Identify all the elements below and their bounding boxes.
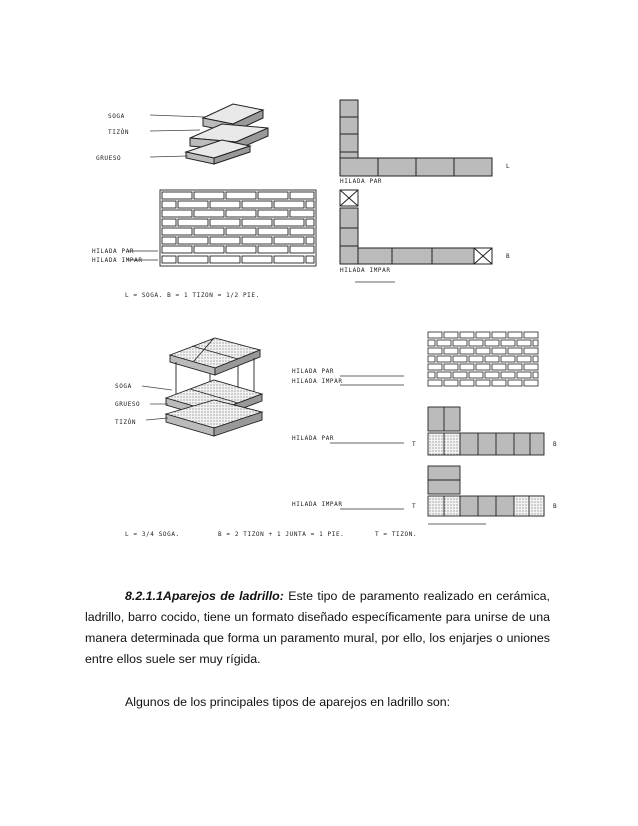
- dim-mark-par: L: [506, 163, 511, 170]
- label-hilada-par-mid-1: HILADA PAR: [292, 368, 335, 375]
- label-grueso-bottom: GRUESO: [115, 401, 141, 408]
- label-hilada-impar-right: HILADA IMPAR: [340, 267, 391, 274]
- label-tizon-top: TIZÓN: [108, 129, 130, 136]
- brick-wall-elevation-bottom: [428, 332, 538, 386]
- label-hilada-par-mid-2: HILADA PAR: [292, 435, 335, 442]
- label-hilada-par-top: HILADA PAR: [92, 248, 135, 255]
- label-hilada-par-right: HILADA PAR: [340, 178, 383, 185]
- brick-wall-elevation-top: [160, 190, 316, 266]
- dim-mark-bottom-impar: T: [412, 503, 417, 510]
- paragraph-principales-tipos: Algunos de los principales tipos de aparejos en ladrillo son:: [125, 695, 451, 709]
- formula-top: L = SOGA. B = 1 TIZON = 1/2 PIE.: [125, 292, 260, 299]
- corner-plan-hilada-impar: [340, 190, 492, 264]
- label-hilada-impar-mid-1: HILADA IMPAR: [292, 378, 343, 385]
- label-grueso-top: GRUESO: [96, 155, 122, 162]
- label-hilada-impar-top: HILADA IMPAR: [92, 257, 143, 264]
- formula-b-bottom: B = 2 TIZON + 1 JUNTA = 1 PIE.: [218, 531, 345, 538]
- section-heading: 8.2.1.1Aparejos de ladrillo:: [125, 589, 284, 603]
- formula-t-bottom: T = TIZON.: [375, 531, 418, 538]
- dim-mark-impar: B: [506, 253, 511, 260]
- label-soga-bottom: SOGA: [115, 383, 132, 390]
- label-hilada-impar-mid-2: HILADA IMPAR: [292, 501, 343, 508]
- label-tizon-bottom: TIZÓN: [115, 419, 137, 426]
- dim-mark-bottom-par: T: [412, 441, 417, 448]
- dim-mark-bottom-impar-right: B: [553, 503, 558, 510]
- corner-plan-hilada-par: [340, 100, 492, 176]
- dim-mark-bottom-par-right: B: [553, 441, 558, 448]
- isometric-brick-pillar: [166, 338, 262, 436]
- isometric-brick-stack-top: [186, 104, 268, 164]
- pillar-plan-hilada-par: [428, 407, 544, 455]
- pillar-plan-hilada-impar: [428, 466, 544, 516]
- label-soga-top: SOGA: [108, 113, 125, 120]
- paragraph-1-text: Este tipo de paramento realizado en cerámica, ladrillo, barro cocido, tiene un formato diseñado específicamente para unirse de una manera determinada que forma un paramento mural, por ello, los enjarjes o uniones entre ellos suele ser muy rígida.: [85, 589, 550, 666]
- formula-l-bottom: L = 3/4 SOGA.: [125, 531, 180, 538]
- paragraph-aparejos: [85, 586, 550, 670]
